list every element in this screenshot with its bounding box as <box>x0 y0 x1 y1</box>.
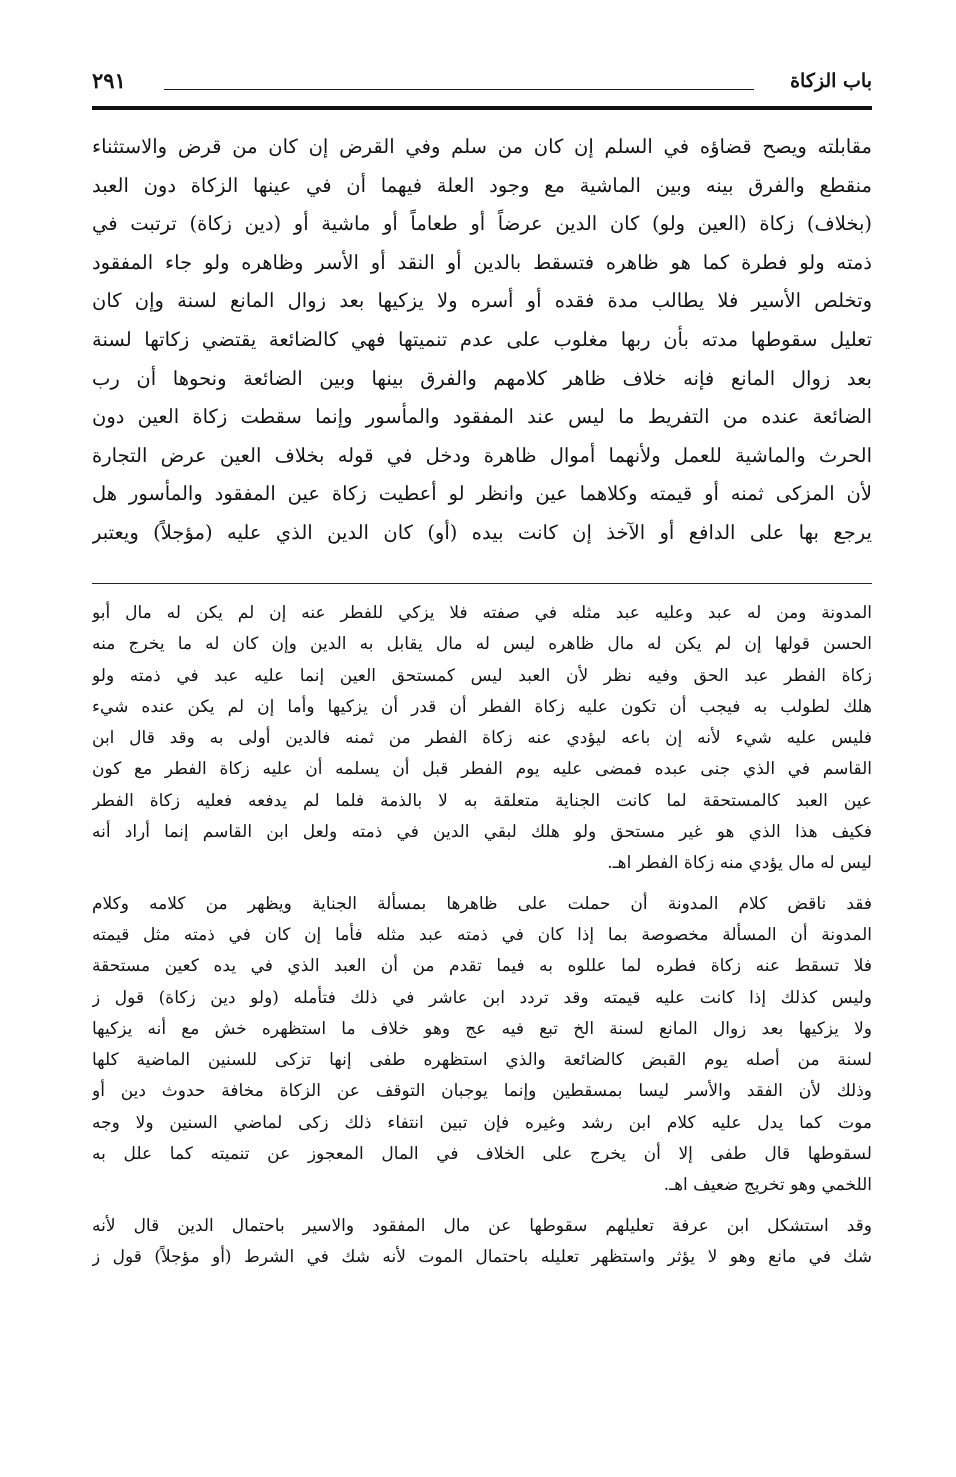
footnote-line: شك في مانع وهو لا يؤثر واستظهر تعليله باحتمال الموت لأنه شك في الشرط (أو مؤجلاً) قول ز <box>92 1246 872 1267</box>
footnote-line: ولا يزكيها بعد زوال المانع لسنة الخ تبع فيه عج وهو خلاف ما استظهره خش مع أنه يزكيها <box>92 1018 872 1039</box>
footnote-line: وذلك لأن الفقد والأسر ليسا بمسقطين وإنما يوجبان التوقف عن الزكاة مخافة حدوث دين أو <box>92 1081 872 1102</box>
section-title: باب الزكاة <box>790 70 872 92</box>
main-line: مقابلته ويصح قضاؤه في السلم إن كان من سلم وفي القرض إن كان من قرض والاستثناء <box>92 135 872 158</box>
footnote-line: القاسم في الذي جنى عبده فمضى عليه يوم الفطر قبل أن يسلمه أن عليه زكاة الفطر مع كون <box>92 759 872 780</box>
footnote-line: زكاة الفطر عبد الحق وفيه نظر لأن العبد ليس كمستحق العين إنما عليه عبد في ذمته ولو <box>92 665 872 686</box>
main-line: بعد زوال المانع فإنه خلاف ظاهر كلامهم والفرق بينها وبين الضائعة ونحوها أن رب <box>92 366 872 390</box>
main-line: منقطع والفرق بينه وبين الماشية مع وجود العلة فيهما أن في عينها الزكاة دون العبد <box>92 173 872 197</box>
footnote-line: لسقوطها قال طفى إلا أن يخرج على الخلاف في المال المعجوز عن تنميته كما علل به <box>92 1144 872 1165</box>
main-line: الحرث والماشية للعمل ولأنهما أموال ظاهرة ودخل في قوله بخلاف العين عرض التجارة <box>92 443 872 467</box>
main-line: تعليل سقوطها مدته بأن ربها مغلوب على عدم تنميتها فهي كالضائعة يقتضي زكاتها لسنة <box>92 327 872 351</box>
footnote-line: فليس عليه شيء لأنه إن باعه ليؤدي عنه زكاة الفطر من ثمنه فالدين أولى به وقد قال ابن <box>92 728 872 749</box>
header-thick-rule <box>92 106 872 110</box>
footnote-line: وليس كذلك إذا كانت عليه قيمته وقد تردد ابن عاشر في ذلك فتأمله (ولو دين زكاة) قول ز <box>92 987 872 1008</box>
main-line: ذمته ولو فطرة كما هو ظاهره فتسقط بالدين أو النقد أو الأسر وظاهره ولو جاء المفقود <box>92 250 872 274</box>
footnote-line: فقد ناقض كلام المدونة أن حملت على ظاهرها بمسألة الجناية ويظهر من كلامه وكلام <box>92 893 872 914</box>
footnote-line: وقد استشكل ابن عرفة تعليلهم سقوطها عن مال المفقود والاسير باحتمال الدين قال لأنه <box>92 1215 872 1236</box>
footnote-line: المدونة أن المسألة مخصوصة بما إذا كان في ذمته عبد مثله فأما إن كان في ذمته مثل قيمته <box>92 924 872 945</box>
footnote-line: الحسن قولها إن لم يكن له مال ظاهره ليس له مال يقابل به الدين وإن كان له ما يخرج منه <box>92 634 872 655</box>
main-line: وتخلص الأسير فلا يطالب مدة فقده أو أسره ولا يزكيها بعد زوال المانع لسنة وإن كان <box>92 289 872 313</box>
footnotes <box>92 598 872 1273</box>
main-text <box>92 128 872 553</box>
page-number: ٢٩١ <box>92 68 126 93</box>
footnote-line: اللخمي وهو تخريج ضعيف اهـ. <box>663 1175 872 1196</box>
footnote-line: المدونة ومن له عبد وعليه عبد مثله في صفته فلا يزكي للفطر عنه إن لم يكن له مال أبو <box>92 603 872 623</box>
main-line: (بخلاف) زكاة (العين ولو) كان الدين عرضاً أو طعاماً أو ماشية أو (دين زكاة) ترتبت في <box>92 212 872 236</box>
main-line: لأن المزكى ثمنه أو قيمته وكلاهما عين وانظر لو أعطيت زكاة عين المفقود والمأسور هل <box>92 482 872 506</box>
footnote-line: هلك لطولب به فيجب أن تكون عليه زكاة الفطر أن قدر أن يزكيها وأما إن لم يكن عنده شيء <box>92 696 872 717</box>
footnote-line: فلا تسقط عنه زكاة فطره لما عللوه به فيما تقدم من أن العبد الذي في يده كعين مستحقة <box>92 956 872 977</box>
footnote-line: موت كما يدل عليه كلام ابن رشد وغيره فإن تبين انتفاء ذلك زكى لماضي السنين ولا وجه <box>92 1112 872 1133</box>
header-rule <box>164 89 754 90</box>
footnote-line: لسنة من أصله يوم القبض كالضائعة والذي استظهره طفى إنها تزكى للسنين الماضية كلها <box>92 1050 872 1071</box>
main-line: يرجع بها على الدافع أو الآخذ إن كانت بيده (أو) كان الدين الذي عليه (مؤجلاً) ويعتبر <box>92 520 872 544</box>
footnote-line: عين العبد كالمستحقة لما كانت الجناية متعلقة به لا بالذمة فلما لم يدفعه فعليه زكاة الفطر <box>92 790 872 811</box>
main-line: الضائعة عنده من التفريط ما ليس عند المفقود والمأسور وإنما سقطت زكاة العين دون <box>92 405 872 429</box>
running-header <box>92 68 872 102</box>
footnote-separator <box>92 583 872 584</box>
footnote-line: فكيف هذا الذي هو غير مستحق ولو هلك لبقي الدين في ذمته ولعل ابن القاسم إنما أراد أنه <box>92 822 872 843</box>
footnote-line: ليس له مال يؤدي منه زكاة الفطر اهـ. <box>607 853 872 874</box>
